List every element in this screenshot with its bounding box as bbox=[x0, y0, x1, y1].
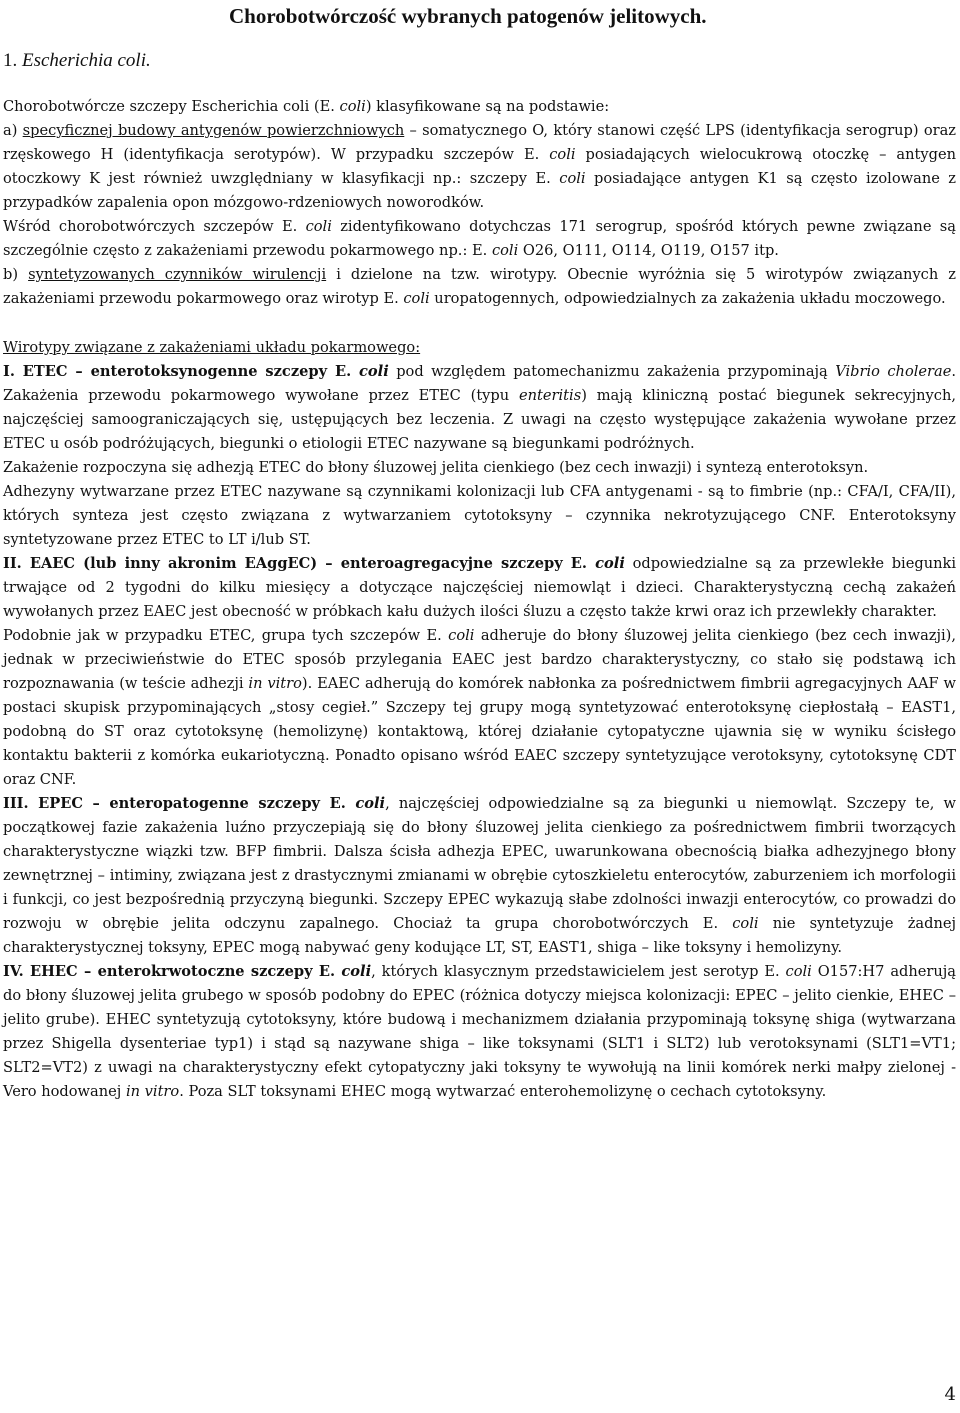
text-run-italic: coli bbox=[491, 242, 519, 259]
paragraph-etec bbox=[3, 360, 956, 456]
text-run-italic: coli bbox=[339, 98, 366, 115]
paragraph-eaec-adhesion bbox=[3, 624, 956, 792]
text-run-italic: coli bbox=[549, 146, 576, 163]
text-run: ) klasyfikowane są na podstawie: bbox=[365, 98, 610, 115]
text-run: Podobnie jak w przypadku ETEC, grupa tych szczepów E. bbox=[3, 627, 449, 644]
paragraph-eaec bbox=[3, 552, 956, 624]
text-run: Chorobotwórcze szczepy Escherichia coli (E. bbox=[3, 98, 340, 115]
text-run: O26, O111, O114, O119, O157 itp. bbox=[518, 242, 779, 259]
text-run-italic: coli bbox=[403, 290, 430, 307]
text-run-italic: enteritis bbox=[519, 387, 582, 404]
text-run: posiadających wielocukrową otoczkę – antygen otoczkowy K jest również uwzględniany w klasyfikacji np.: szczepy E. bbox=[3, 146, 956, 187]
document-body bbox=[3, 95, 956, 1104]
section-heading bbox=[3, 48, 151, 74]
page-title: Chorobotwórczość wybranych patogenów jelitowych. bbox=[229, 4, 707, 28]
paragraph-serogroups bbox=[3, 215, 956, 263]
text-run: , najczęściej odpowiedzialne są za biegunki u niemowląt. Szczepy te, w początkowej fazie zakażenia luźno przyczepiają się do błony śluzowej jelita cienkiego za pośrednictwem fimbrii tworzących charakterystyczne wiązki tzw. BFP fimbrii. Dalsza ścisła adhezja EPEC, uwarunkowana obecnością białka adhezyjnego błony zewnętrznej – intiminy, związana jest z drastycznymi zmianami w obrębie cytoszkieletu enterocytów, zaburzeniem ich morfologii i funkcji, co jest bezpośrednią przyczyną biegunki. Szczepy EPEC wykazują słabe zdolności inwazji enterocytów, co prowadzi do rozwoju w obrębie jelita odczynu zapalnego. Chociaż ta grupa chorobotwórczych E. bbox=[3, 795, 956, 932]
text-run: , których klasycznym przedstawicielem jest serotyp E. bbox=[371, 963, 786, 980]
text-run-bold-italic: coli bbox=[355, 795, 386, 812]
text-run: adheruje do błony śluzowej jelita cienkiego (bez cech inwazji), jednak w przeciwieństwie do ETEC sposób przylegania EAEC jest bardzo charakterystyczny, co stało się podstawą ich rozpoznawania (w teście adhezji bbox=[3, 627, 957, 692]
text-run: ) mają kliniczną postać biegunek sekrecyjnych, najczęściej samoograniczających się, ustępujących bez leczenia. Z uwagi na często występujące zakażenia wywołane przez ETEC u osób podróżujących, biegunki o etiologii ETEC nazywane są biegunkami podróżnych. bbox=[3, 387, 956, 452]
text-run: odpowiedzialne są za przewlekłe biegunki trwające od 2 tygodni do kilku miesięcy a dotyczące najczęściej niemowląt i dzieci. Charakterystyczną cechą zakażeń wywołanych przez EAEC jest obecność w próbkach kału dużych ilości śluzu a często także krwi oraz ich przewlekły charakter. bbox=[3, 555, 956, 620]
text-run-italic: coli bbox=[305, 218, 332, 235]
paragraph-etec-adhesion: Zakażenie rozpoczyna się adhezją ETEC do błony śluzowej jelita cienkiego (bez cech inwazji) i syntezą enterotoksyn. bbox=[3, 459, 869, 476]
text-run: . Zakażenia przewodu pokarmowego wywołane przez ETEC (typu bbox=[3, 363, 956, 404]
text-run-italic: coli bbox=[785, 963, 812, 980]
text-run: pod względem patomechanizmu zakażenia przypominają bbox=[388, 363, 836, 380]
subheading-virotypes bbox=[3, 336, 956, 360]
text-run-underlined: syntetyzowanych czynników wirulencji bbox=[28, 266, 327, 283]
text-run-bold-italic: coli bbox=[595, 555, 625, 572]
text-run-italic: Vibrio cholerae bbox=[835, 363, 952, 380]
text-run-bold: III. EPEC – enteropatogenne szczepy E. bbox=[3, 795, 356, 812]
paragraph-spacer bbox=[3, 311, 956, 336]
text-run: nie syntetyzuje żadnej charakterystycznej toksyny, EPEC mogą nabywać geny kodujące LT, ST, EAST1, shiga – like toksyny i hemolizyny. bbox=[3, 915, 957, 956]
page-number: 4 bbox=[944, 1384, 956, 1405]
text-run-bold: II. EAEC (lub inny akronim EAggEC) – enteroagregacyjne szczepy E. bbox=[3, 555, 596, 572]
paragraph-ehec bbox=[3, 960, 956, 1104]
text-run: b) bbox=[3, 266, 29, 283]
text-run: a) bbox=[3, 122, 23, 139]
text-run-italic: in vitro bbox=[125, 1083, 180, 1100]
paragraph-intro bbox=[3, 95, 956, 119]
text-run-underlined: Wirotypy związane z zakażeniami układu pokarmowego: bbox=[3, 339, 421, 356]
text-run-italic: coli bbox=[732, 915, 759, 932]
text-run: posiadające antygen K1 są często izolowane z przypadków zapalenia opon mózgowo-rdzeniowych noworodków. bbox=[3, 170, 957, 211]
text-run-bold: I. ETEC – enterotoksynogenne szczepy E. bbox=[3, 363, 360, 380]
text-run: O157:H7 adherują do błony śluzowej jelita grubego w sposób podobny do EPEC (różnica dotyczy miejsca kolonizacji: EPEC – jelito cienkie, EHEC – jelito grube). EHEC syntetyzują cytotoksyny, które budową i mechanizmem działania przypominają toksynę shiga (wytwarzana przez Shigella dysenteriae typ1) i stąd są nazywane shiga – like toksynami (SLT1 i SLT2) lub verotoksynami (SLT1=VT1; SLT2=VT2) z uwagi na charakterystyczny efekt cytopatyczny jaki toksyny te wywołują na linii komórek nerki małpy zielonej - Vero hodowanej bbox=[3, 963, 957, 1100]
text-run: . Poza SLT toksynami EHEC mogą wytwarzać enterohemolizynę o cechach cytotoksyny. bbox=[179, 1083, 827, 1100]
text-run-underlined: specyficznej budowy antygenów powierzchniowych bbox=[22, 122, 405, 139]
text-run-bold: IV. EHEC – enterokrwotoczne szczepy E. bbox=[3, 963, 342, 980]
paragraph-antigens bbox=[3, 119, 956, 215]
text-run-bold-italic: coli bbox=[341, 963, 372, 980]
text-run: i dzielone na tzw. wirotypy. Obecnie wyróżnia się 5 wirotypów związanych z zakażeniami przewodu pokarmowego oraz wirotyp E. bbox=[3, 266, 957, 307]
text-run: uropatogennych, odpowiedzialnych za zakażenia układu moczowego. bbox=[429, 290, 946, 307]
paragraph-virulence bbox=[3, 263, 956, 311]
text-run: zidentyfikowano dotychczas 171 serogrup, spośród których pewne związane są szczególnie często z zakażeniami przewodu pokarmowego np.: E. bbox=[3, 218, 956, 259]
text-run-italic: coli bbox=[559, 170, 586, 187]
text-run-italic: coli bbox=[448, 627, 475, 644]
text-run: Wśród chorobotwórczych szczepów E. bbox=[3, 218, 306, 235]
text-run-bold-italic: coli bbox=[359, 363, 389, 380]
paragraph-epec bbox=[3, 792, 956, 960]
text-run: ). EAEC adherują do komórek nabłonka za pośrednictwem fimbrii agregacyjnych AAF w postaci skupisk przypominających „stosy cegieł.” Szczepy tej grupy mogą syntetyzować enterotoksynę ciepłostałą – EAST1, podobną do ST oraz cytotoksynę (hemolizynę) kontaktową, której działanie cytopatyczne ujawnia się w wyniku ścisłego kontaktu bakterii z komórka eukariotyczną. Ponadto opisano wśród EAEC szczepy syntetyzujące verotoksyny, cytotoksynę CDT oraz CNF. bbox=[3, 675, 956, 788]
paragraph-etec-adhesins: Adhezyny wytwarzane przez ETEC nazywane są czynnikami kolonizacji lub CFA antygenami - są to fimbrie (np.: CFA/I, CFA/II), których synteza jest często związana z wytwarzaniem cytotoksyny – czynnika nekrotyzującego CNF. Enterotoksyny syntetyzowane przez ETEC to LT i/lub ST. bbox=[3, 483, 956, 548]
section-number: 1. bbox=[3, 50, 18, 71]
text-run: – somatycznego O, który stanowi część LPS (identyfikacja serogrup) oraz rzęskowego H (identyfikacja serotypów). W przypadku szczepów E. bbox=[3, 122, 956, 163]
section-title: Escherichia coli. bbox=[22, 50, 151, 71]
text-run-italic: in vitro bbox=[248, 675, 302, 692]
